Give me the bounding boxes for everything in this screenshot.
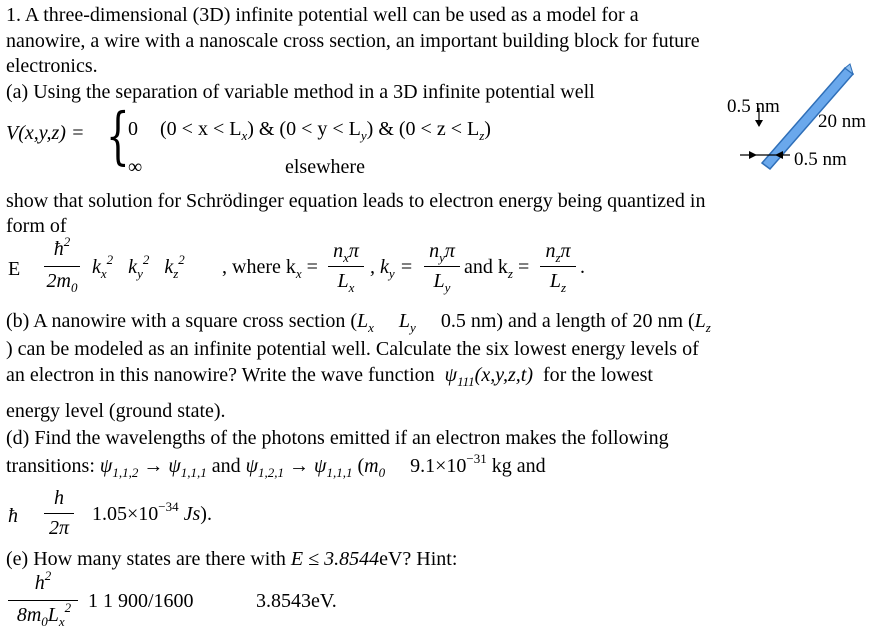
show-line-1: show that solution for Schrödinger equation leads to electron energy being quantized in: [6, 190, 706, 212]
hint-denominator: $8m_0L_x^2$: [16, 600, 72, 629]
hint-numerator: $h^2$: [34, 568, 52, 594]
top-arrow-icon: [755, 120, 763, 127]
fraction-bar: [44, 266, 80, 267]
ky-numerator: $n_y\pi$: [429, 240, 455, 265]
kz-label: and $k_z$ =: [464, 256, 530, 281]
case2-value: ∞: [128, 156, 143, 178]
case1-value: 0: [128, 118, 138, 140]
hint-value: 3.8543eV.: [256, 590, 337, 612]
hbar-squared: $ħ^2$: [53, 234, 71, 260]
dim-label-top: 0.5 nm: [727, 96, 780, 117]
dim-label-length: 20 nm: [818, 111, 867, 132]
kz-bar: [540, 266, 576, 267]
two-m0: $2m_0$: [46, 270, 78, 295]
ky-denominator: $L_y$: [433, 270, 451, 295]
part-e-line: (e) How many states are there with E ≤ 3.8544eV? Hint:: [6, 548, 458, 570]
side-arrow-left-icon: [749, 151, 757, 159]
case2-condition: elsewhere: [285, 156, 365, 178]
intro-line-3: electronics.: [6, 55, 98, 77]
potential-lhs: V(x,y,z) =: [6, 122, 85, 144]
energy-E: E: [8, 258, 21, 280]
where-kx: , where $k_x$ =: [222, 256, 318, 281]
kx-bar: [328, 266, 364, 267]
intro-line-2: nanowire, a wire with a nanoscale cross section, an important building block for future: [6, 30, 700, 52]
part-b-line-2: ) can be modeled as an infinite potential well. Calculate the six lowest energy levels of: [6, 338, 699, 360]
kz-denominator: $L_z$: [549, 270, 567, 295]
dim-label-side: 0.5 nm: [794, 149, 847, 170]
two-pi: 2π: [48, 517, 70, 539]
kx-denominator: $L_x$: [337, 270, 355, 295]
intro-line-1: 1. A three-dimensional (3D) infinite potential well can be used as a model for a: [6, 4, 639, 26]
cases-brace: {: [106, 99, 130, 172]
hbar-symbol: ħ: [8, 505, 18, 527]
show-line-2: form of: [6, 215, 67, 237]
kz-period: .: [580, 256, 585, 278]
ky-label: , $k_y$ =: [370, 256, 414, 281]
case1-condition: $(0 < x < L_x)$ & $(0 < y < L_y)$ & $(0 < z < L_z)$: [160, 118, 491, 143]
h-numerator: h: [54, 487, 64, 509]
hbar-fraction-bar: [44, 513, 74, 514]
k-terms: $k_x^2$ $k_y^2$ $k_z^2$: [92, 252, 185, 281]
part-b-line-1: (b) A nanowire with a square cross section ($L_x$ $L_y$ 0.5 nm) and a length of 20 nm ($L_z$: [6, 310, 711, 335]
part-a-line: (a) Using the separation of variable method in a 3D infinite potential well: [6, 81, 595, 103]
hint-terms: 1 1 900/1600: [88, 590, 194, 612]
part-d-line-2: transitions: $\psi_{1,1,2} \to \psi_{1,1,1}$ and $\psi_{1,2,1} \to \psi_{1,1,1}$ ($m_0$ $9.1\times 10^{-31}$ kg and: [6, 451, 546, 480]
part-b-line-3: an electron in this nanowire? Write the wave function $\psi_{111}(x,y,z,t)$ for the lowest: [6, 364, 653, 389]
kx-numerator: $n_x\pi$: [333, 240, 359, 265]
part-b-line-4: energy level (ground state).: [6, 400, 226, 422]
part-d-line-1: (d) Find the wavelengths of the photons emitted if an electron makes the following: [6, 427, 669, 449]
hbar-value: $1.05\times 10^{-34}$ Js).: [92, 499, 212, 525]
kz-numerator: $n_z\pi$: [545, 240, 571, 265]
ky-bar: [424, 266, 460, 267]
